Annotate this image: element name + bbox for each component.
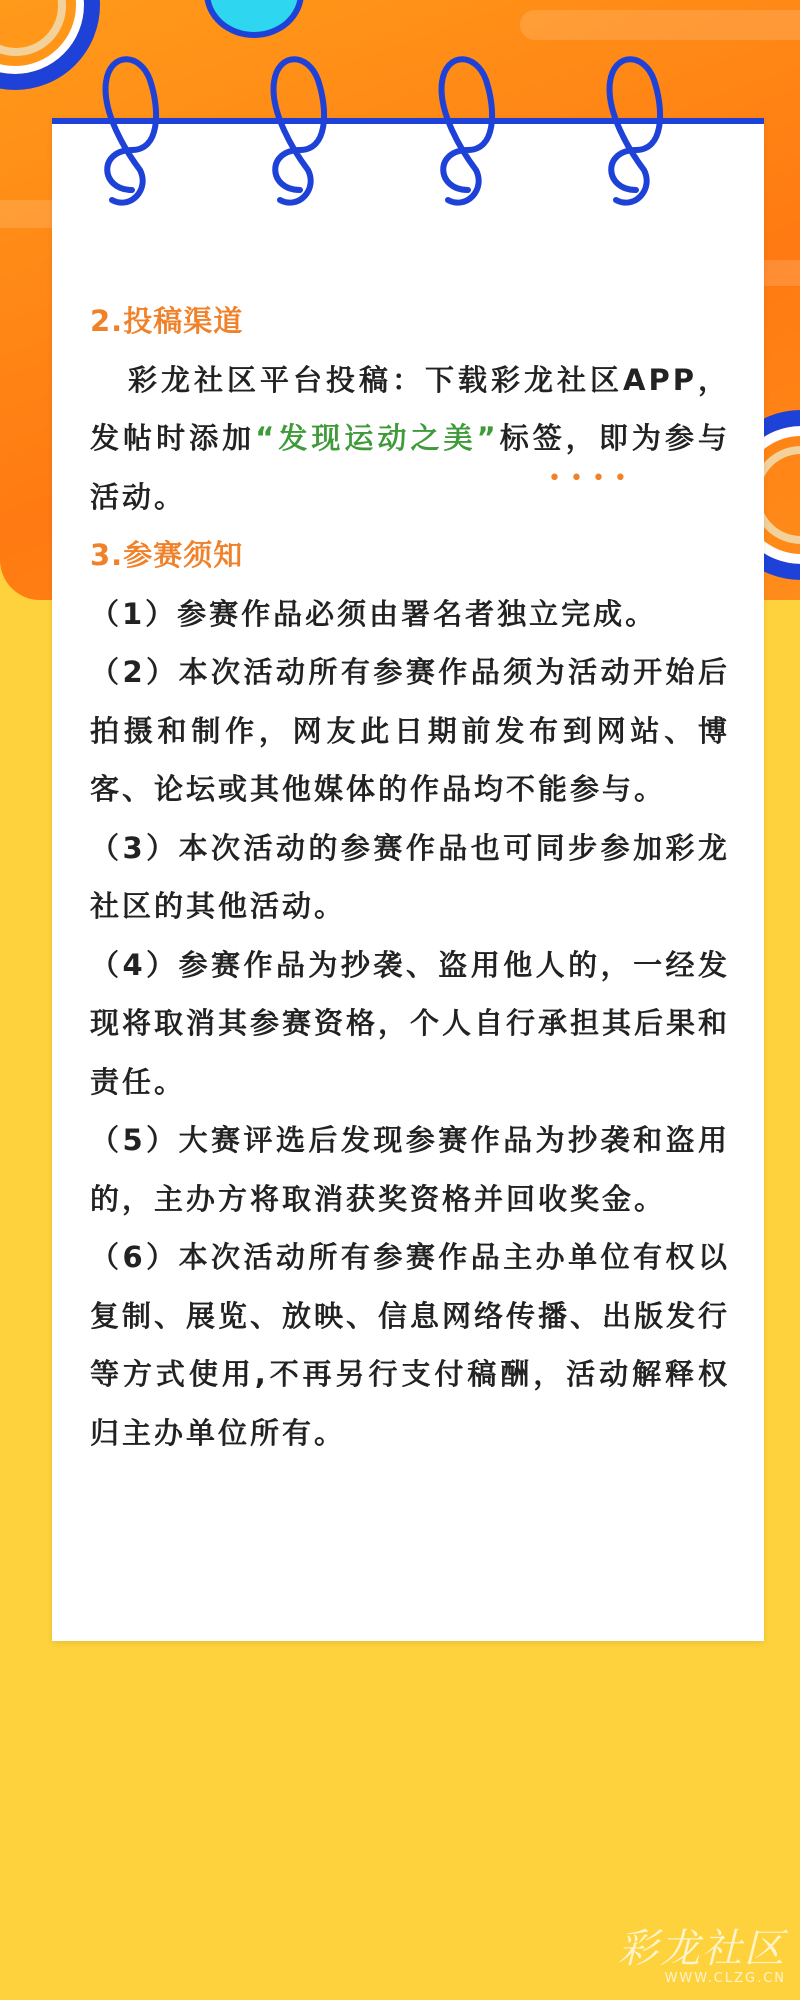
notice-content: [90, 292, 730, 1462]
watermark: [618, 1927, 786, 1986]
activity-tag: “发现运动之美”: [255, 421, 499, 455]
background-stripe: [520, 10, 800, 40]
submission-channel-text: [90, 351, 730, 527]
decorative-dots: • • • •: [548, 466, 628, 491]
rule-item: （3）本次活动的参赛作品也可同步参加彩龙社区的其他活动。: [90, 830, 730, 923]
rule-item: （5）大赛评选后发现参赛作品为抄袭和盗用的，主办方将取消获奖资格并回收奖金。: [90, 1123, 730, 1216]
rule-item: （1）参赛作品必须由署名者独立完成。: [90, 596, 658, 631]
watermark-url: WWW.CLZG.CN: [664, 1971, 786, 1986]
submission-text-part2: 标签，即为参与活动。: [90, 421, 730, 514]
submission-text-part1: 彩龙社区平台投稿：下载彩龙社区APP，发帖时添加: [90, 362, 730, 455]
watermark-logo-text: 彩龙社区: [618, 1926, 786, 1972]
section-heading-submission-channel: 2.投稿渠道: [90, 304, 244, 338]
rule-item: （2）本次活动所有参赛作品须为活动开始后拍摄和制作，网友此日期前发布到网站、博客、论坛或其他媒体的作品均不能参与。: [90, 655, 730, 806]
section-heading-rules: 3.参赛须知: [90, 538, 244, 572]
rule-item: （6）本次活动所有参赛作品主办单位有权以复制、展览、放映、信息网络传播、出版发行等方式使用,不再另行支付稿酬，活动解释权归主办单位所有。: [90, 1240, 731, 1450]
rule-item: （4）参赛作品为抄袭、盗用他人的，一经发现将取消其参赛资格，个人自行承担其后果和责任。: [90, 947, 731, 1099]
